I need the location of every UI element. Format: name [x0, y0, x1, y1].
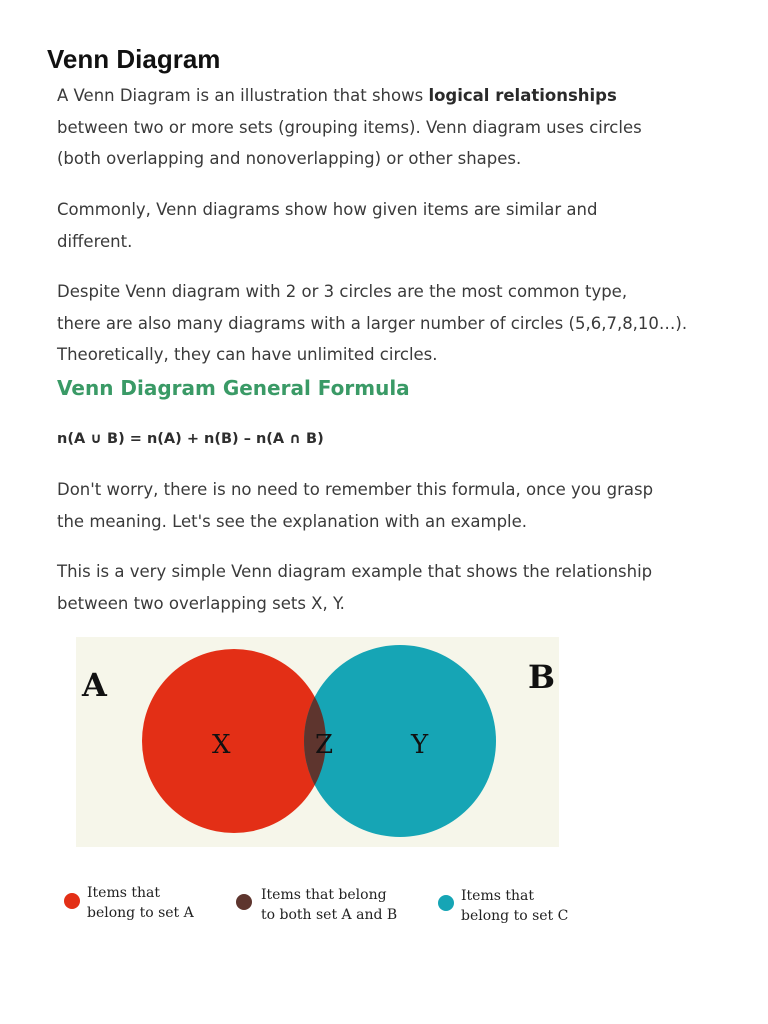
venn-diagram: [58, 637, 578, 932]
intro-line-1: A Venn Diagram is an illustration that shows logical relationships: [57, 86, 617, 105]
legend-dot-set-c: [438, 895, 454, 911]
section-heading-formula: Venn Diagram General Formula: [57, 376, 410, 400]
region-z-label: Z: [315, 730, 334, 760]
legend-set-c-line-1: Items that: [461, 888, 534, 904]
p3-line-1: Despite Venn diagram with 2 or 3 circles are the most common type,: [57, 282, 628, 301]
p3-line-3: Theoretically, they can have unlimited circles.: [57, 345, 438, 364]
set-b-label: B: [528, 658, 556, 696]
region-x-label: X: [212, 730, 231, 760]
p5-line-1: This is a very simple Venn diagram example that shows the relationship: [57, 562, 653, 581]
legend-dot-set-a: [64, 893, 80, 909]
intro-line-2: between two or more sets (grouping items). Venn diagram uses circles: [57, 117, 642, 137]
page-title: Venn Diagram: [47, 44, 221, 74]
p5-line-2: between two overlapping sets X, Y.: [57, 593, 345, 613]
dont-worry-paragraph: [57, 474, 727, 537]
p2-line-1: Commonly, Venn diagrams show how given items are similar and: [57, 200, 598, 219]
p4-line-2: the meaning. Let's see the explanation with an example.: [57, 511, 528, 531]
legend-both-line-1: Items that belong: [261, 887, 387, 903]
legend-set-a-line-1: Items that: [87, 885, 160, 901]
set-a-label: A: [82, 666, 107, 704]
circle-a: [142, 649, 326, 833]
legend-set-c-line-2: belong to set C: [461, 908, 569, 924]
region-y-label: Y: [411, 730, 429, 760]
p4-line-1: Don't worry, there is no need to remember this formula, once you grasp: [57, 480, 654, 499]
p2-line-2: different.: [57, 231, 133, 251]
intro-line-3: (both overlapping and nonoverlapping) or other shapes.: [57, 149, 522, 168]
legend-both-line-2: to both set A and B: [261, 907, 398, 923]
similar-different-paragraph: [57, 194, 727, 257]
circle-count-paragraph: [57, 276, 727, 371]
legend-set-a-line-2: belong to set A: [87, 905, 194, 921]
logical-relationships-bold: logical relationships: [428, 86, 617, 105]
p3-line-2: there are also many diagrams with a larger number of circles (5,6,7,8,10…).: [57, 313, 688, 333]
legend-dot-both: [236, 894, 252, 910]
intro-paragraph: [57, 80, 727, 175]
venn-diagram-figure: [58, 637, 578, 932]
formula: n(A ∪ B) = n(A) + n(B) – n(A ∩ B): [57, 431, 324, 447]
example-intro-paragraph: [57, 556, 727, 619]
